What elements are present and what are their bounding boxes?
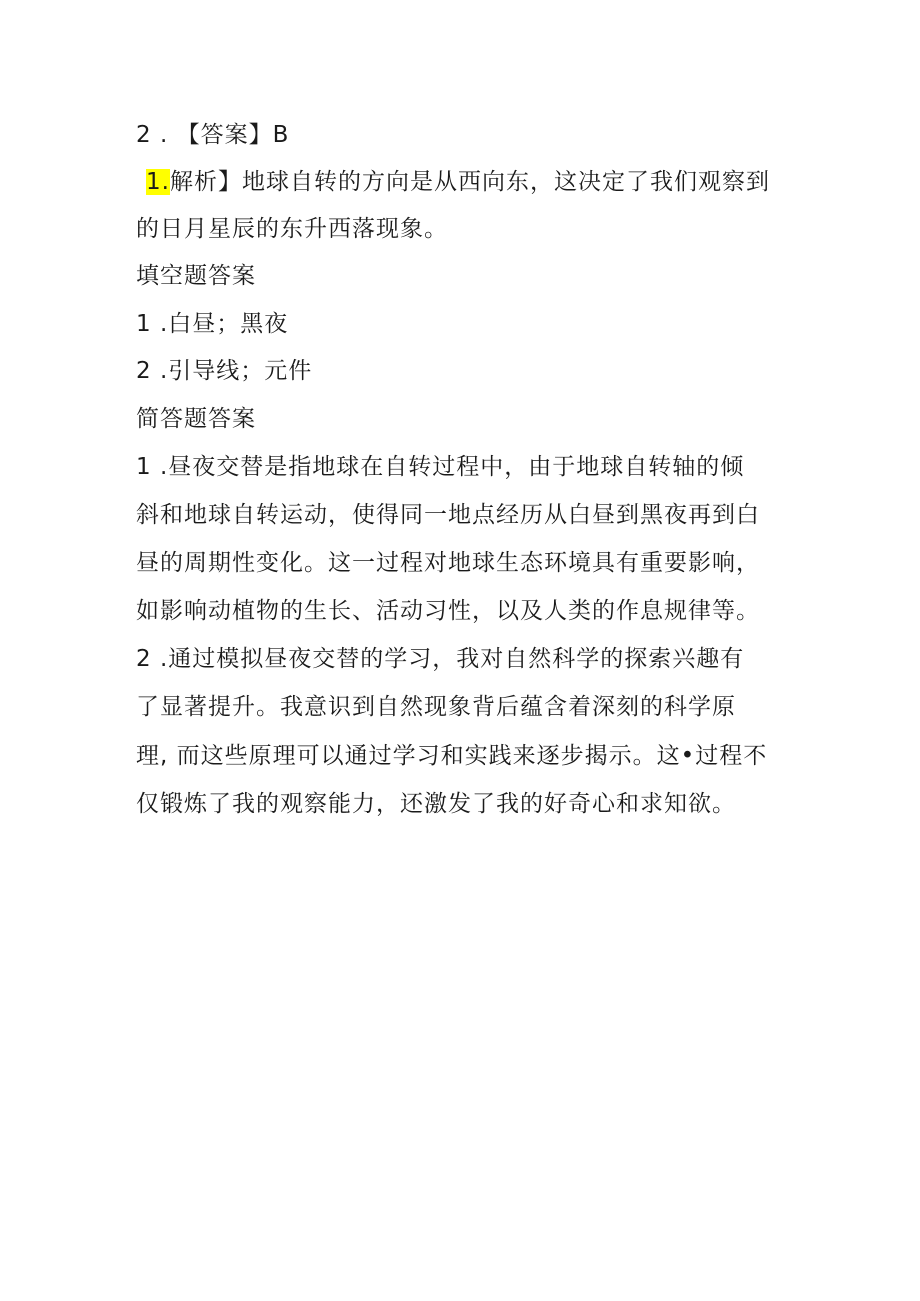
choice-answer-line: 2 . 【答案】B — [136, 122, 290, 148]
fill-blank-answer-2: 2 .引导线；元件 — [136, 358, 313, 384]
short-answer-2-line-2: 了显著提升。我意识到自然现象背后蕴含着深刻的科学原 — [136, 694, 736, 720]
short-answer-1-line-4: 如影响动植物的生长、活动习性，以及人类的作息规律等。 — [136, 598, 760, 624]
analysis-line — [146, 167, 770, 197]
fill-blank-answer-1: 1 .白昼；黑夜 — [136, 311, 289, 337]
short-answer-2-line-4: 仅锻炼了我的观察能力，还激发了我的好奇心和求知欲。 — [136, 791, 736, 817]
short-answer-2-line-1: 2 .通过模拟昼夜交替的学习，我对自然科学的探索兴趣有 — [136, 646, 745, 672]
short-answer-heading: 简答题答案 — [136, 406, 256, 432]
short-answer-1-line-3: 昼的周期性变化。这一过程对地球生态环境具有重要影响， — [136, 550, 760, 576]
short-answer-1-line-1: 1 .昼夜交替是指地球在自转过程中，由于地球自转轴的倾 — [136, 454, 745, 480]
short-answer-2-line-3: 理, 而这些原理可以通过学习和实践来逐步揭示。这•过程不 — [136, 743, 768, 769]
fill-blank-heading: 填空题答案 — [136, 263, 256, 289]
analysis-continuation: 的日月星辰的东升西落现象。 — [136, 216, 448, 242]
analysis-text: 解析】地球自转的方向是从西向东，这决定了我们观察到 — [169, 169, 770, 195]
highlighted-number: 1. — [146, 169, 170, 195]
short-answer-1-line-2: 斜和地球自转运动，使得同一地点经历从白昼到黑夜再到白 — [136, 502, 760, 528]
